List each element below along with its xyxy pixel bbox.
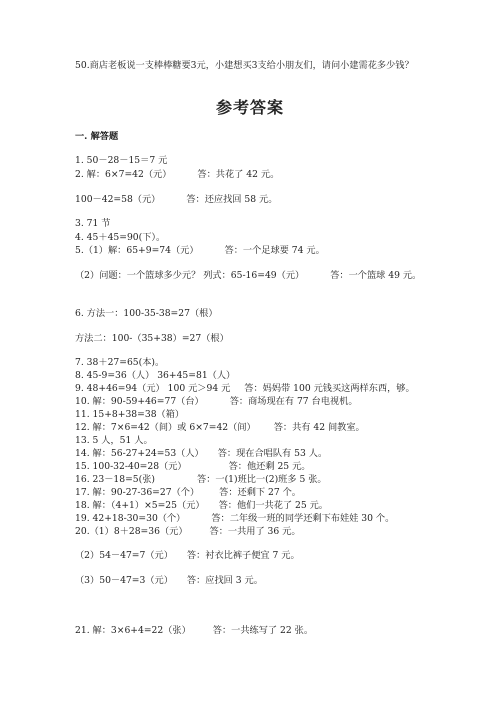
answer-line — [75, 435, 153, 447]
answer-work: 12. 解：7×6=42（间）或 6×7=42（间） — [75, 422, 256, 433]
question-50: 50.商店老板说一支棒棒糖要3元，小建想买3支给小朋友们，请问小建需花多少钱？ — [75, 60, 414, 71]
answer-work: 21. 解：3×6+4=22（张） — [75, 625, 191, 636]
answer-work: 1. 50－28－15＝7 元 — [75, 155, 168, 166]
answer-work: 20.（1）8＋28=36（元） — [75, 526, 188, 537]
answer-statement: 答：他还剩 25 元。 — [228, 461, 311, 472]
answer-statement: 答：一共用了 36 元。 — [209, 526, 301, 537]
answer-line — [75, 550, 300, 562]
answer-work: （2）54－47=7（元） — [75, 550, 173, 561]
answer-work: 方法二：100-（35+38）=27（根） — [75, 333, 229, 344]
answer-line — [75, 575, 263, 587]
answer-statement: 答：还应找回 58 元。 — [186, 194, 278, 205]
answer-statement: 答：他们一共花了 25 元。 — [218, 500, 328, 511]
answer-work: 8. 45-9=36（人） 36+45=81（人） — [75, 370, 236, 381]
answer-line — [75, 474, 327, 486]
answer-line — [75, 245, 325, 257]
answer-line — [75, 155, 167, 167]
answer-line — [75, 422, 365, 434]
answer-work: 14. 解：56-27+24=53（人） — [75, 448, 204, 459]
answer-work: 3. 71 节 — [75, 218, 111, 229]
answer-line — [75, 169, 279, 181]
answer-work: 7. 38＋27=65(本)。 — [75, 357, 165, 368]
answer-statement: 答：衬衣比裤子便宜 7 元。 — [186, 550, 300, 561]
answer-work: 10. 解：90-59+46=77（台） — [75, 396, 204, 407]
answer-line — [75, 448, 327, 460]
answer-statement: 答：妈妈带 100 元钱买这两样东西，够。 — [244, 383, 415, 394]
answer-work: 100－42=58（元） — [75, 194, 161, 205]
answer-line — [75, 500, 328, 512]
answer-line — [75, 461, 310, 473]
answer-line — [75, 269, 425, 283]
answer-statement: 答：共花了 42 元。 — [197, 169, 280, 180]
answer-line — [75, 357, 164, 369]
answer-work: 2. 解：6×7=42（元） — [75, 169, 172, 180]
answer-line — [75, 513, 394, 525]
answer-statement: 答：一个足球要 74 元。 — [224, 245, 325, 256]
answer-key-title: 参考答案 — [215, 98, 284, 117]
answer-line — [75, 218, 111, 230]
answer-line — [75, 625, 313, 637]
answer-line — [75, 232, 165, 244]
answer-statement: 答：应找回 3 元。 — [186, 575, 263, 586]
answer-statement: 答：共有 42 间教室。 — [273, 422, 365, 433]
answer-work: 19. 42+18-30=30（个） — [75, 513, 186, 524]
answer-line — [75, 308, 218, 320]
answer-line — [75, 194, 277, 206]
answer-line — [75, 383, 415, 395]
answer-statement: 答：二年级一班的同学还剩下布娃娃 30 个。 — [211, 513, 395, 524]
answer-work: （2）问题：一个篮球多少元？ 列式：65-16=49（元） — [75, 270, 305, 281]
answer-work: 15. 100-32-40=28（元） — [75, 461, 187, 472]
answer-work: 17. 解：90-27-36=27（个） — [75, 487, 200, 498]
answer-statement: 答：现在合唱队有 53 人。 — [217, 448, 328, 459]
answer-work: 11. 15+8+38=38（箱） — [75, 409, 185, 420]
answer-work: 5.（1）解：65+9=74（元） — [75, 245, 199, 256]
answer-work: 4. 45＋45=90(下）。 — [75, 232, 166, 243]
answer-statement: 答：还剩下 27 个。 — [219, 487, 301, 498]
section-heading: 一. 解答题 — [75, 131, 119, 142]
answer-work: 18. 解：（4+1）×5=25（元） — [75, 500, 205, 511]
answer-line — [75, 487, 301, 499]
answer-work: 9. 48+46=94（元） 100 元＞94 元 — [75, 383, 231, 394]
answer-statement: 答：一(1)班比一(2)班多 5 张。 — [197, 474, 327, 485]
answer-statement: 答：一个篮球 49 元。 — [330, 270, 422, 281]
answer-work: 13. 5 人，51 人。 — [75, 435, 153, 446]
answer-statement: 答：一共练写了 22 张。 — [212, 625, 314, 636]
answer-work: 16. 23－18=5(张) — [75, 474, 156, 485]
answer-line — [75, 370, 235, 382]
answer-work: （3）50－47=3（元） — [75, 575, 173, 586]
answer-statement: 答：商场现在有 77 台电视机。 — [229, 396, 358, 407]
answer-line — [75, 396, 358, 408]
answer-line — [75, 409, 184, 421]
answer-line — [75, 333, 229, 345]
answer-line — [75, 526, 301, 538]
answer-work: 6. 方法一：100-35-38=27（根） — [75, 308, 218, 319]
